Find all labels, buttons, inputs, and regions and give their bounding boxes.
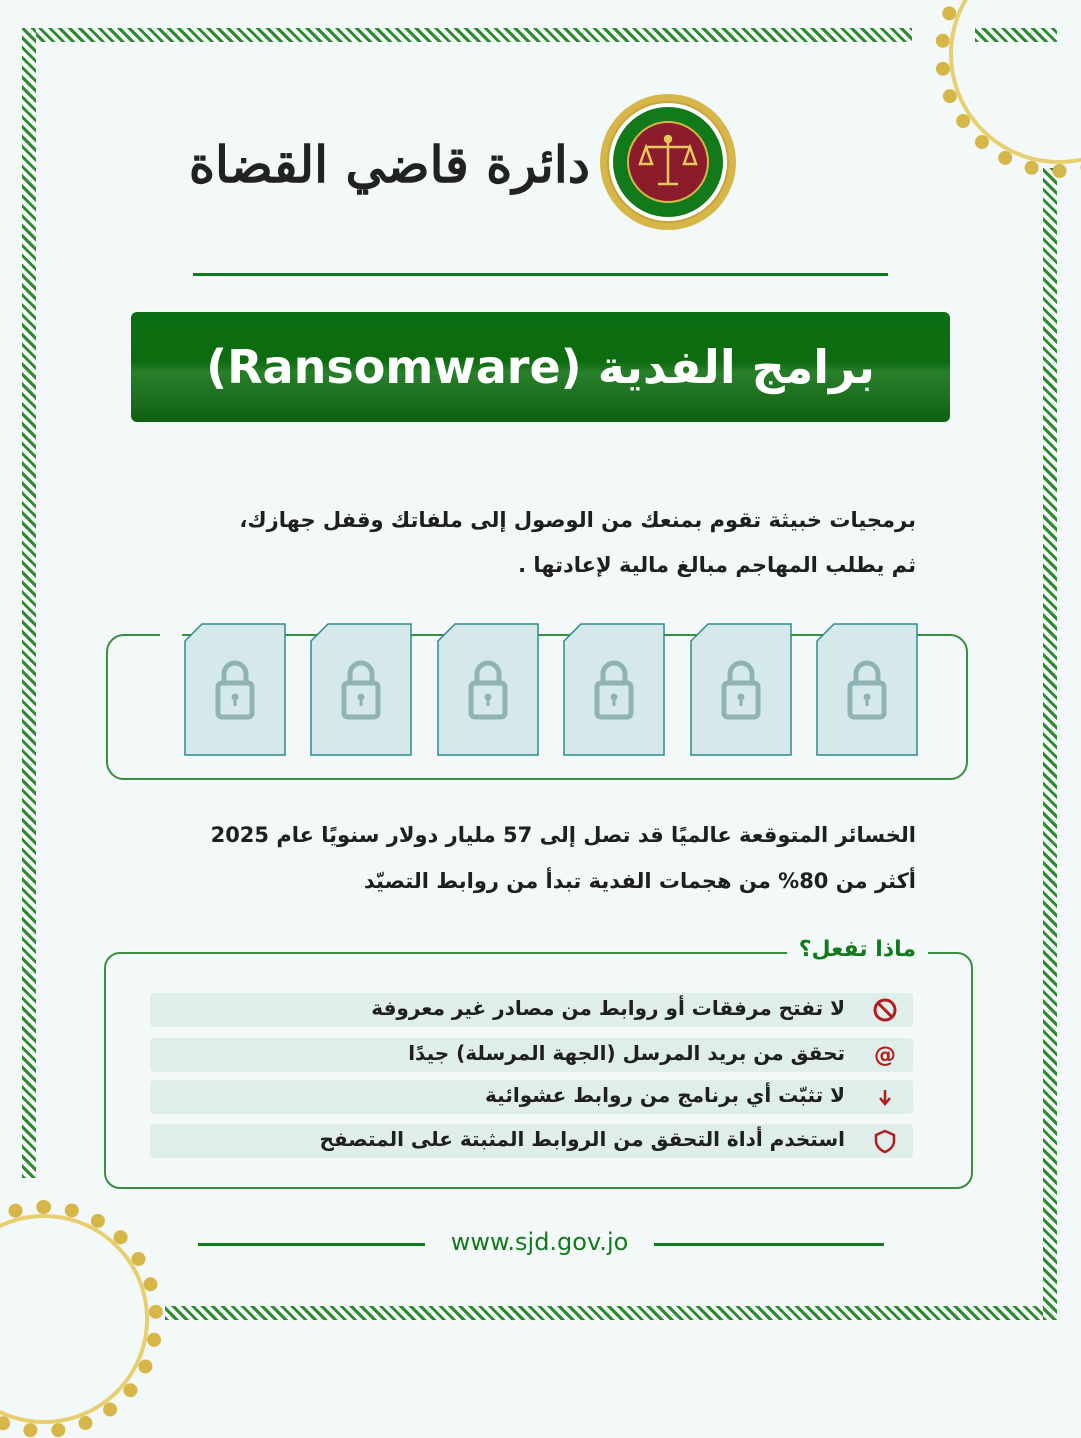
list-item [150,993,913,1027]
stat-phishing: أكثر من 80% من هجمات الفدية تبدأ من روابط التصيّد [363,869,916,893]
footer-divider-right [654,1243,884,1246]
locked-file-card [437,623,539,756]
logo-calligraphy: دائرة قاضي القضاة [188,135,590,194]
svg-text:@: @ [874,1043,896,1068]
page-title: برامج الفدية (Ransomware) [206,340,875,394]
prohibited-icon [871,996,899,1024]
frame-border-top [22,28,912,42]
recommendation-text: استخدم أداة التحقق من الروابط المثبتة على المتصفح [319,1127,845,1151]
list-item [150,1038,913,1072]
locked-file-card [816,623,918,756]
gold-ornament-top-right [935,0,1081,178]
recommendations-heading: ماذا تفعل؟ [787,937,928,962]
gold-ornament-bottom-left [0,1200,163,1438]
locked-file-card [184,623,286,756]
recommendation-text: لا تفتح مرفقات أو روابط من مصادر غير معروفة [371,996,845,1020]
frame-border-bottom [165,1306,1057,1320]
locked-file-card [563,623,665,756]
frame-border-right [1043,168,1057,1320]
list-item [150,1080,913,1114]
frame-border-left [22,28,36,1178]
website-link[interactable]: www.sjd.gov.jo [450,1228,629,1256]
emblem-seal [598,92,738,232]
locked-file-card [310,623,412,756]
header-divider [193,273,888,276]
recommendation-text: لا تثبّت أي برنامج من روابط عشوائية [485,1083,845,1107]
list-item [150,1124,913,1158]
download-arrow-icon [871,1083,899,1111]
footer-divider-left [198,1243,425,1246]
shield-icon [871,1127,899,1155]
title-banner [131,312,950,422]
intro-line-1: برمجيات خبيثة تقوم بمنعك من الوصول إلى ملفاتك وقفل جهازك، [239,508,916,532]
stat-losses: الخسائر المتوقعة عالميًا قد تصل إلى 57 مليار دولار سنويًا عام 2025 [210,823,916,847]
recommendation-text: تحقق من بريد المرسل (الجهة المرسلة) جيدًا [408,1041,845,1065]
intro-line-2: ثم يطلب المهاجم مبالغ مالية لإعادتها . [518,553,916,577]
at-sign-icon [871,1041,899,1069]
locked-file-card [690,623,792,756]
